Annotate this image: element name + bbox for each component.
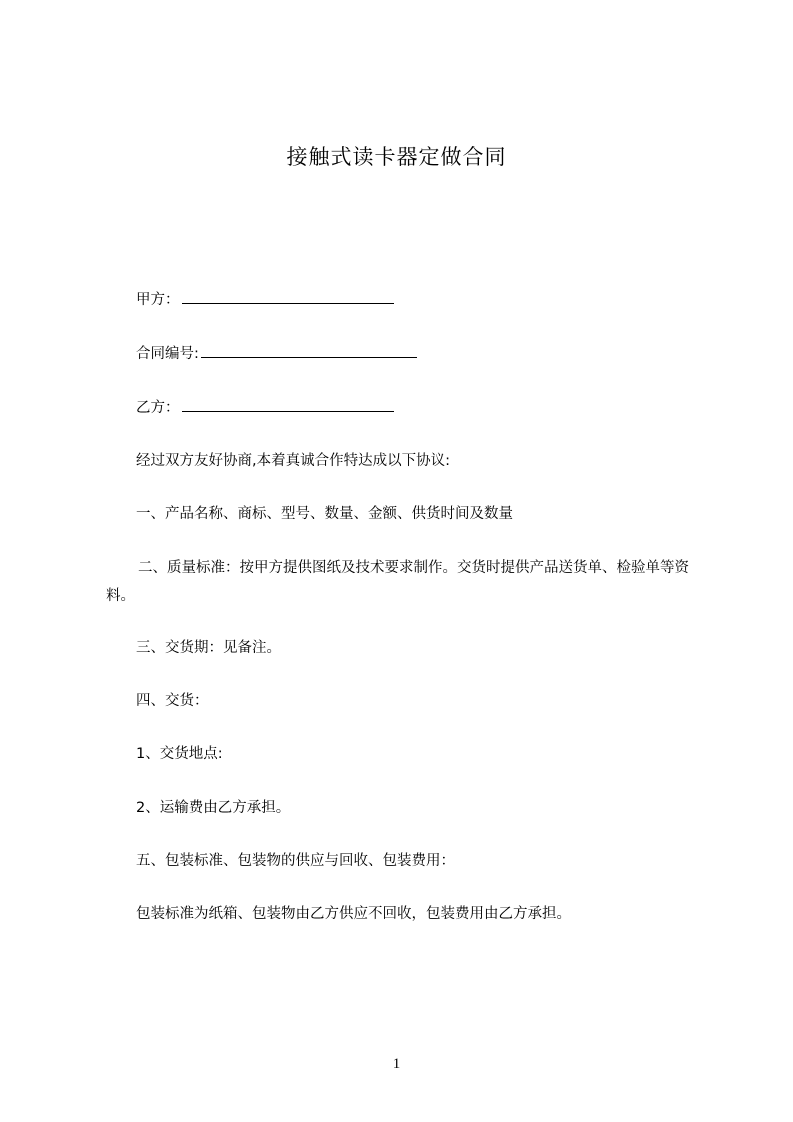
party-a-blank [182, 289, 394, 304]
section-3-heading: 三、交货期：见备注。 [136, 640, 281, 656]
section-5-body: 包装标准为纸箱、包装物由乙方供应不回收，包装费用由乙方承担。 [136, 906, 571, 922]
intro-paragraph: 经过双方友好协商,本着真诚合作特达成以下协议: [136, 453, 450, 469]
delivery-location-item: 1、交货地点: [136, 746, 223, 762]
section-4-heading: 四、交货： [136, 693, 209, 709]
page-number: 1 [392, 1056, 401, 1072]
shipping-cost-item: 2、运输费由乙方承担。 [136, 800, 291, 816]
contract-number-line [136, 340, 417, 368]
contract-number-label: 合同编号: [136, 346, 199, 362]
section-2-paragraph: 二、质量标准：按甲方提供图纸及技术要求制作。交货时提供产品送货单、检验单等资料。 [106, 560, 689, 604]
party-a-label: 甲方： [136, 292, 180, 308]
section-5-heading: 五、包装标准、包装物的供应与回收、包装费用： [136, 853, 455, 869]
party-b-blank [182, 397, 394, 412]
contract-number-blank [201, 343, 417, 358]
section-1-heading: 一、产品名称、商标、型号、数量、金额、供货时间及数量 [136, 506, 513, 522]
party-a-line [136, 286, 394, 314]
party-b-label: 乙方： [136, 400, 180, 416]
party-b-line [136, 394, 394, 422]
page-title: 接触式读卡器定做合同 [286, 145, 507, 169]
